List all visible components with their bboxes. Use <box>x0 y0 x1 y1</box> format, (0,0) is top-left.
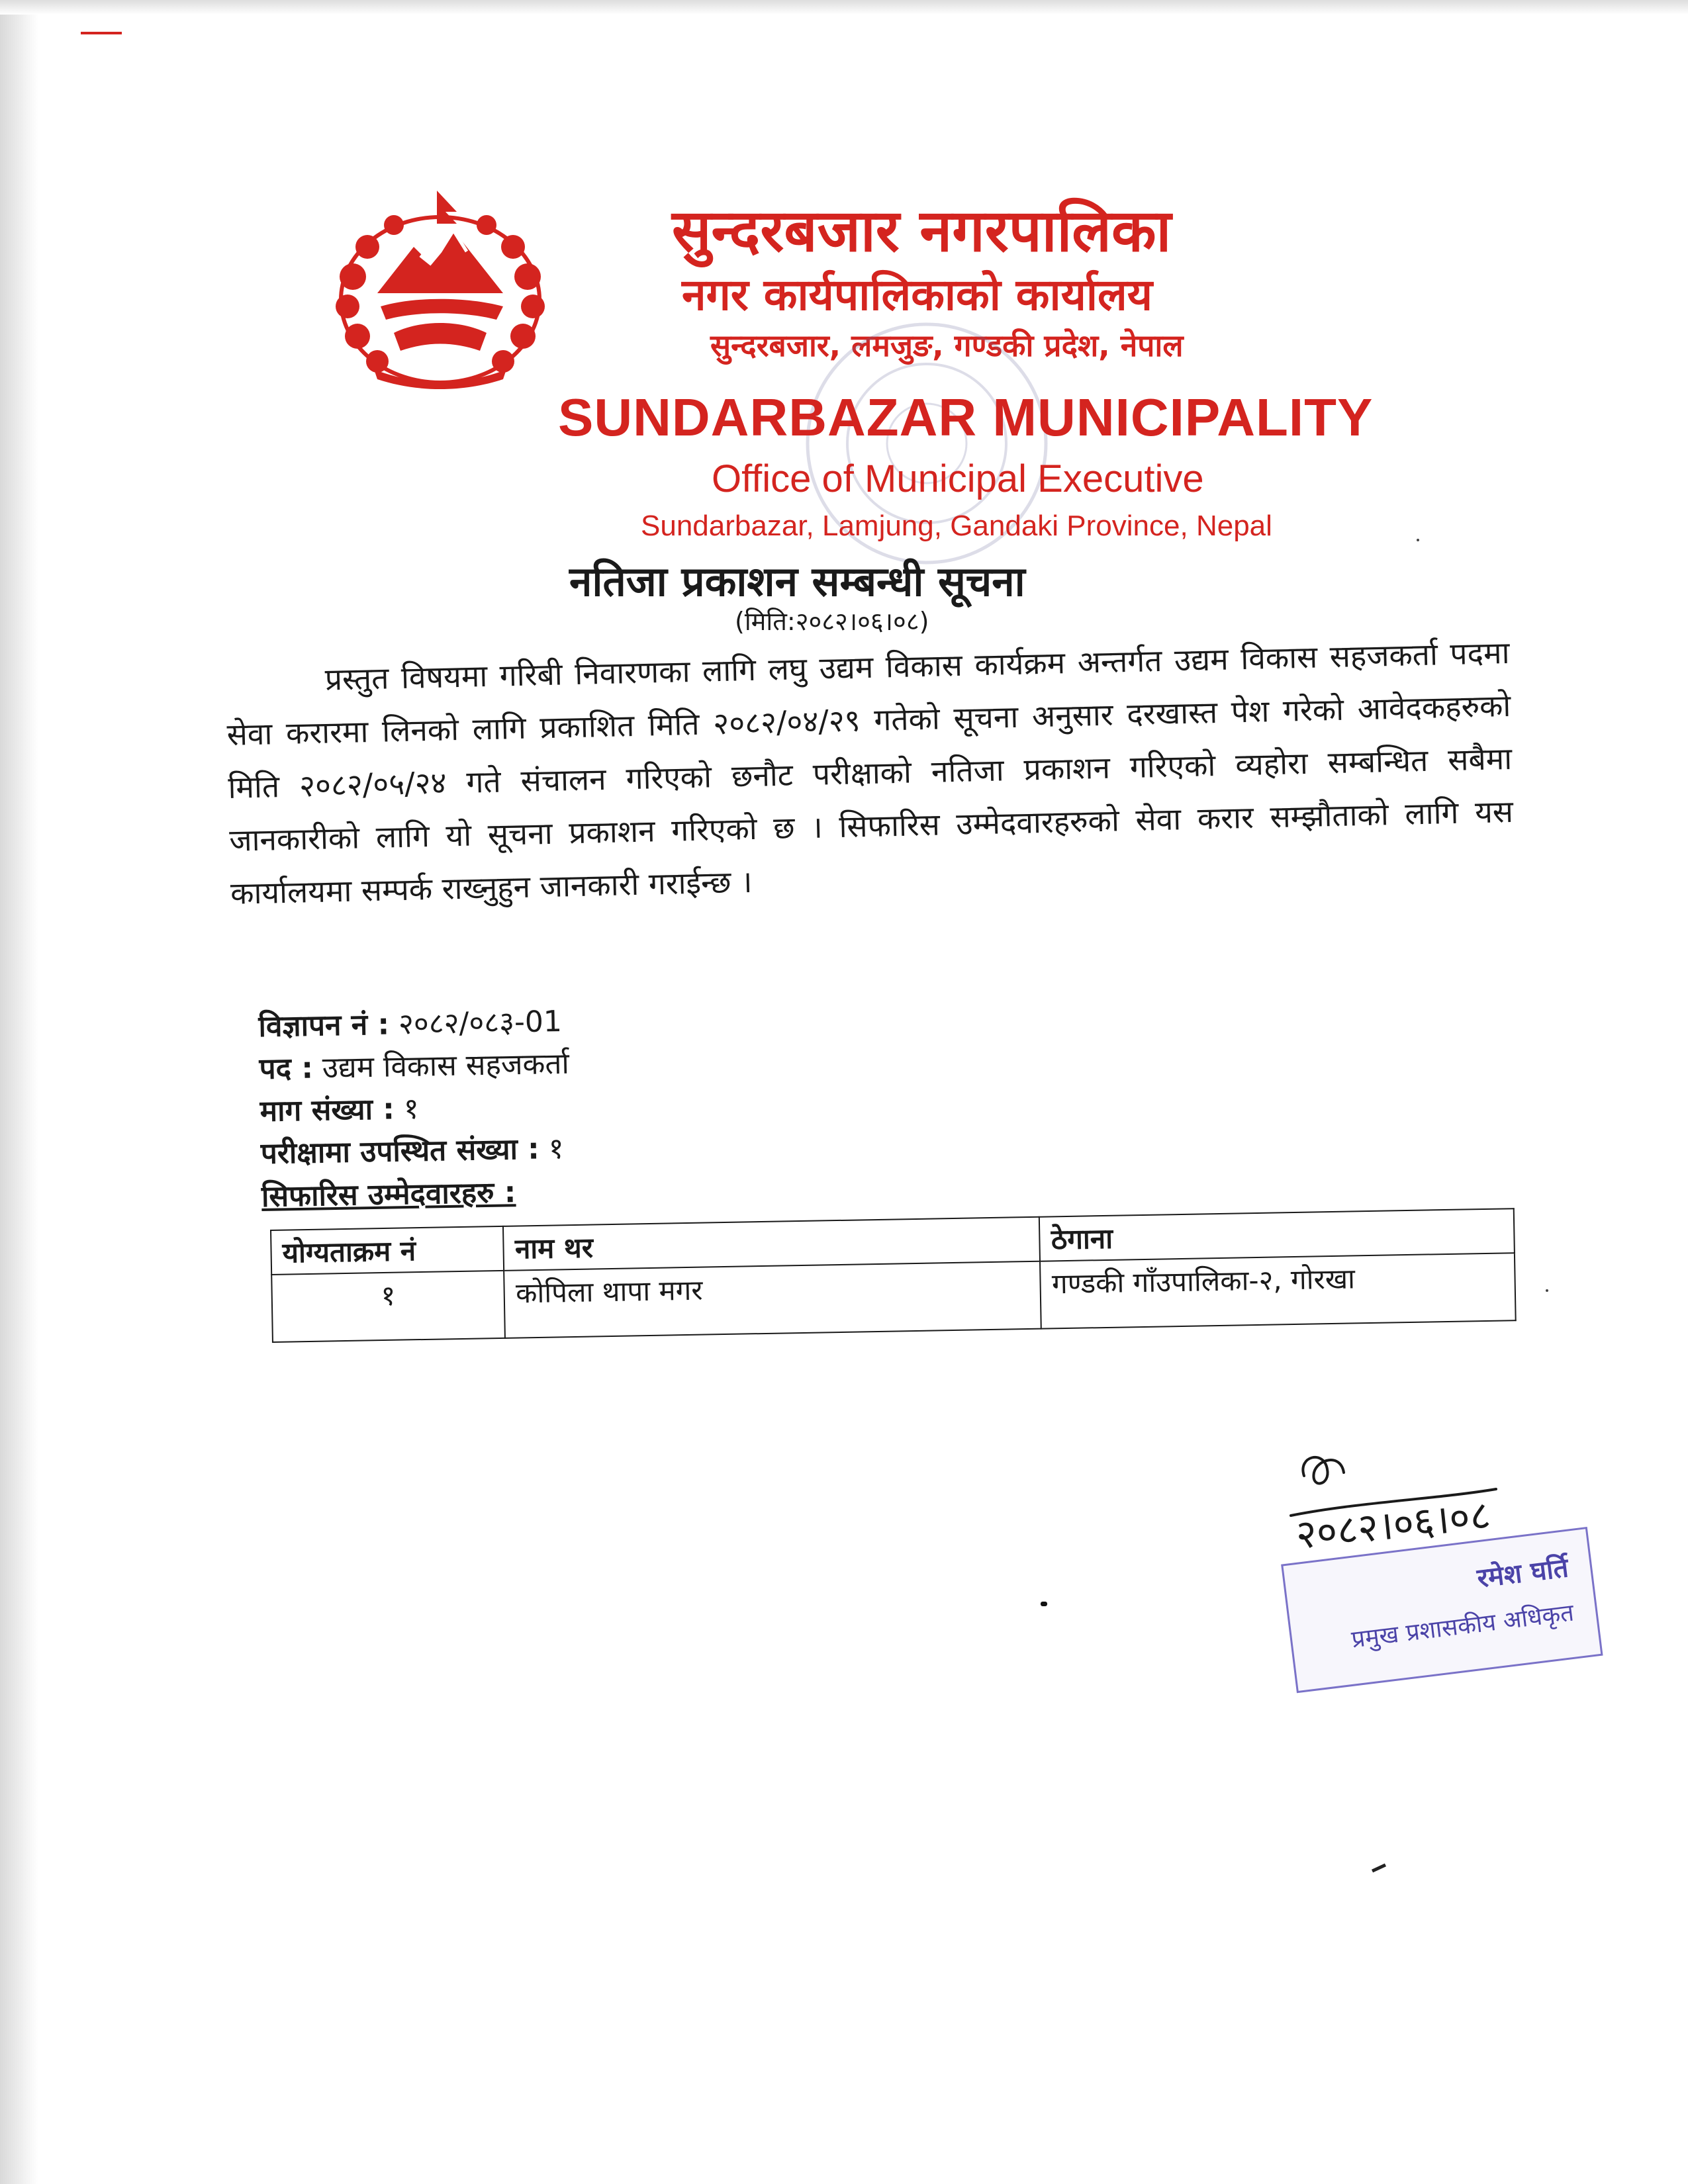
details-block <box>258 986 1387 1219</box>
office-name-np: नगर कार्यपालिकाको कार्यालय <box>682 269 1152 320</box>
header-name: नाम थर <box>503 1217 1040 1271</box>
present-value: १ <box>548 1131 565 1166</box>
red-mark <box>81 32 122 34</box>
scan-edge-top <box>0 0 1688 15</box>
stamp-name: रमेश घर्ति <box>1476 1553 1570 1594</box>
address-en: Sundarbazar, Lamjung, Gandaki Province, Nepal <box>641 510 1272 542</box>
recommended-table <box>270 1208 1517 1343</box>
notice-title: नतिजा प्रकाशन सम्बन्धी सूचना <box>569 557 1025 606</box>
nepal-emblem-icon <box>321 177 559 396</box>
demand-value: १ <box>403 1091 420 1126</box>
municipality-name-en: SUNDARBAZAR MUNICIPALITY <box>558 388 1374 447</box>
post-value: उद्यम विकास सहजकर्ता <box>322 1046 570 1085</box>
ad-no-value: २०८२/०८३-01 <box>398 1004 563 1042</box>
scan-speck <box>1417 539 1419 541</box>
cell-name: कोपिला थापा मगर <box>504 1261 1042 1338</box>
notice-body <box>225 626 1515 920</box>
header-address: ठेगाना <box>1039 1208 1515 1261</box>
municipality-name-np: सुन्दरबजार नगरपालिका <box>672 197 1172 265</box>
notice-date: (मिति:२०८२।०६।०८) <box>735 607 929 636</box>
scan-edge-left <box>0 0 38 2184</box>
notice-body-text: प्रस्तुत विषयमा गरिबी निवारणका लागि लघु उद्यम विकास कार्यक्रम अन्तर्गत उद्यम विकास सहजकर्ता पदमा सेवा करारमा लिनको लागि प्रकाशित मिति २०८२/०४/२९ गतेको सूचना अनुसार दरखास्त पेश गरेको आवेदकहरुको मिति २०८२/०५/२४ गते संचालन गरिएको छनौट परीक्षाको नतिजा प्रकाशन गरिएको व्यहोरा सम्बन्धित सबैमा जानकारीको लागि यो सूचना प्रकाशन गरिएको छ । सिफारिस उम्मेदवारहरुको सेवा करार सम्झौताको लागि यस कार्यालयमा सम्पर्क राख्नुहुन जानकारी गराईन्छ । <box>226 634 1514 911</box>
signature-date: २०८२।०६।०८ <box>1293 1492 1493 1559</box>
recommended-heading: सिफारिस उम्मेदवारहरु : <box>261 1175 516 1214</box>
demand-label: माग संख्या : <box>259 1092 395 1128</box>
stamp-role: प्रमुख प्रशासकीय अधिकृत <box>1350 1599 1575 1654</box>
scan-speck <box>1041 1602 1047 1606</box>
address-np: सुन्दरबजार, लमजुङ, गण्डकी प्रदेश, नेपाल <box>710 328 1184 363</box>
scan-speck <box>1546 1289 1548 1292</box>
scan-speck <box>1372 1864 1386 1873</box>
post-label: पद : <box>259 1051 314 1086</box>
cell-rank: १ <box>271 1271 505 1342</box>
present-label: परीक्षामा उपस्थित संख्या : <box>260 1132 540 1171</box>
office-name-en: Office of Municipal Executive <box>712 457 1204 500</box>
ad-no-label: विज्ञापन नं : <box>258 1007 390 1044</box>
cell-address: गण्डकी गाँउपालिका-२, गोरखा <box>1040 1253 1515 1328</box>
header-rank: योग्यताक्रम नं <box>271 1226 504 1275</box>
